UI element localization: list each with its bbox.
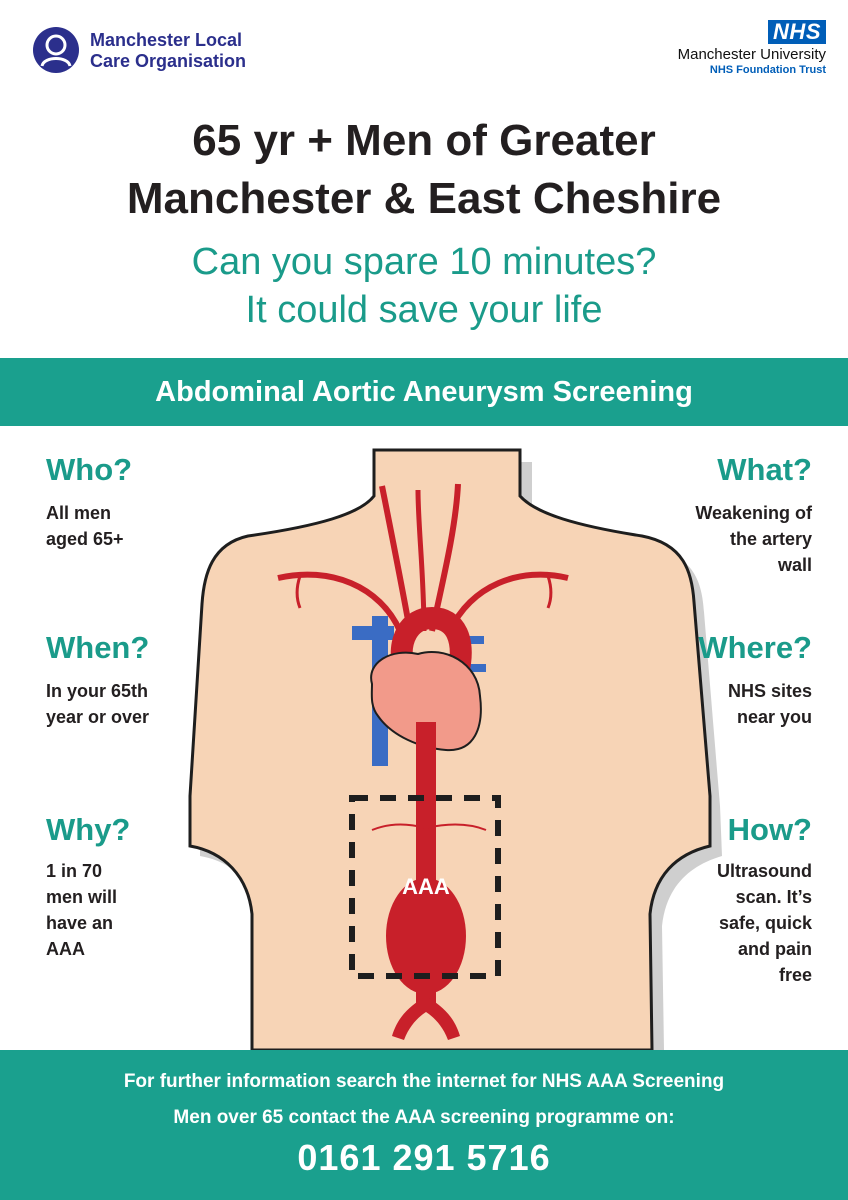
nhs-logo (586, 20, 826, 84)
mlco-name-line2: Care Organisation (90, 51, 247, 71)
page-title-line2: Manchester & East Cheshire (126, 174, 722, 223)
why-heading: Why? (46, 812, 131, 847)
who-text (46, 500, 132, 552)
who-heading: Who? (46, 452, 133, 487)
mlco-name-line1: Manchester Local (90, 30, 243, 50)
how-line: safe, quick (718, 913, 812, 933)
what-line: Weakening of (695, 503, 812, 523)
subheading (0, 238, 848, 334)
vein-left-arm (352, 626, 394, 640)
how-line: Ultrasound (716, 861, 812, 881)
who-line: aged 65+ (46, 529, 124, 549)
who-line: All men (46, 503, 112, 523)
why-block (46, 812, 130, 962)
when-line: year or over (46, 707, 150, 727)
descending-aorta (416, 722, 436, 852)
how-block (717, 812, 812, 988)
page-title-line1: 65 yr + Men of Greater (192, 116, 656, 165)
when-heading: When? (46, 630, 150, 665)
footer (0, 1050, 848, 1200)
how-heading: How? (727, 812, 812, 847)
what-block (695, 452, 812, 578)
how-text (717, 858, 812, 988)
where-block (698, 630, 812, 730)
screening-banner: Abdominal Aortic Aneurysm Screening (0, 358, 848, 426)
subheading-line1: Can you spare 10 minutes? (191, 241, 657, 283)
why-line: have an (46, 913, 114, 933)
who-block (46, 452, 132, 552)
how-line: scan. It’s (735, 887, 812, 907)
mlco-logo (32, 24, 292, 80)
nhs-org-name: Manchester University (677, 46, 826, 63)
what-line: wall (777, 555, 812, 575)
aaa-label: AAA (402, 874, 450, 899)
footer-contact-text: Men over 65 contact the AAA screening programme on: (173, 1107, 675, 1128)
what-line: the artery (729, 529, 812, 549)
nhs-trust-name: NHS Foundation Trust (709, 64, 826, 76)
page-title (0, 112, 848, 228)
why-line: AAA (46, 939, 85, 959)
when-block (46, 630, 149, 730)
mlco-name (90, 30, 246, 72)
footer-info-text: For further information search the internet for NHS AAA Screening (123, 1071, 725, 1092)
where-heading: Where? (698, 630, 812, 665)
what-text (695, 500, 812, 578)
why-line: men will (46, 887, 118, 907)
why-text (46, 858, 130, 962)
how-line: and pain (737, 939, 812, 959)
when-line: In your 65th (46, 681, 149, 701)
footer-phone-number: 0161 291 5716 (297, 1137, 551, 1178)
where-line: NHS sites (727, 681, 812, 701)
nhs-badge: NHS (768, 20, 826, 44)
when-text (46, 678, 149, 730)
mlco-emblem-icon (32, 26, 80, 74)
how-line: free (778, 965, 812, 985)
where-text (698, 678, 812, 730)
subheading-line2: It could save your life (245, 289, 603, 331)
what-heading: What? (717, 452, 812, 487)
where-line: near you (736, 707, 812, 727)
why-line: 1 in 70 (46, 861, 103, 881)
